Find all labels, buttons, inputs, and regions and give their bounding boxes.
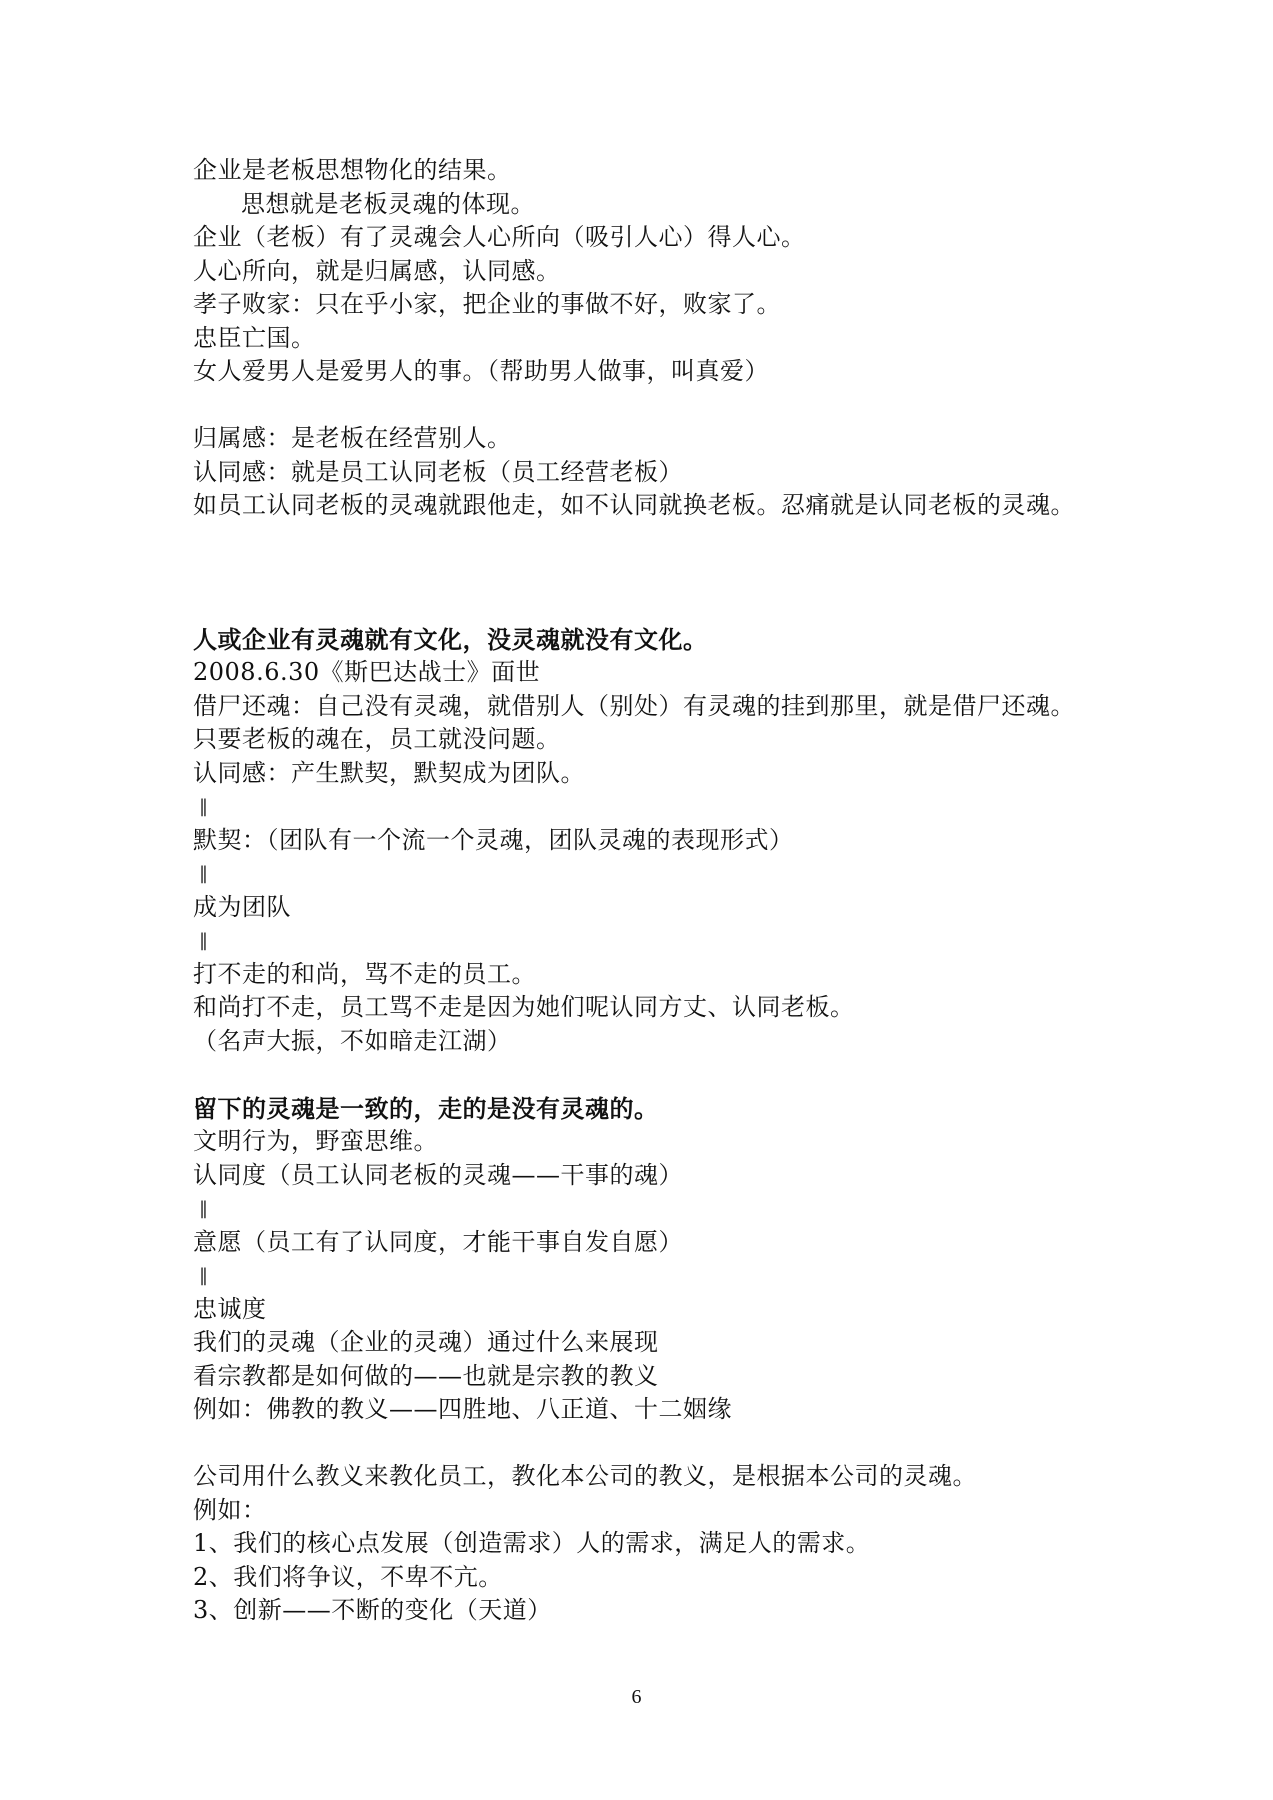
flow-separator: ‖ (199, 930, 209, 951)
blank-line (193, 389, 1093, 423)
text-line: 我们的灵魂（企业的灵魂）通过什么来展现 (193, 1328, 659, 1356)
text-line: （名声大振，不如暗走江湖） (193, 1026, 512, 1055)
text-line: 认同感：产生默契，默契成为团队。 (193, 758, 585, 787)
text-line: 打不走的和尚，骂不走的员工。 (193, 959, 536, 988)
page-number: 6 (631, 1686, 642, 1708)
blank-line (193, 1058, 1093, 1092)
flow-separator: ‖ (199, 1198, 209, 1219)
text-line: 认同度（员工认同老板的灵魂——干事的魂） (193, 1160, 683, 1189)
section-heading: 留下的灵魂是一致的，走的是没有灵魂的。 (193, 1093, 659, 1123)
text-line: 人心所向，就是归属感，认同感。 (193, 256, 561, 285)
text-line: 思想就是老板灵魂的体现。 (241, 189, 535, 218)
flow-separator: ‖ (199, 863, 209, 884)
text-line: 和尚打不走，员工骂不走是因为她们呢认同方丈、认同老板。 (193, 993, 855, 1021)
section-gap (193, 523, 1093, 623)
flow-separator: ‖ (199, 796, 209, 817)
section-heading: 人或企业有灵魂就有文化，没灵魂就没有文化。 (193, 624, 708, 654)
text-line: 默契：（团队有一个流一个灵魂，团队灵魂的表现形式） (193, 825, 794, 854)
text-line: 只要老板的魂在，员工就没问题。 (193, 725, 561, 753)
blank-line (193, 1427, 1093, 1461)
text-line: 认同感：就是员工认同老板（员工经营老板） (193, 457, 683, 486)
text-line: 例如： (193, 1495, 267, 1524)
text-line: 企业（老板）有了灵魂会人心所向（吸引人心）得人心。 (193, 223, 806, 251)
text-line: 借尸还魂：自己没有灵魂，就借别人（别处）有灵魂的挂到那里，就是借尸还魂。 (193, 691, 1075, 720)
text-line: 例如：佛教的教义——四胜地、八正道、十二姻缘 (193, 1395, 732, 1423)
list-item: 1、我们的核心点发展（创造需求）人的需求，满足人的需求。 (193, 1529, 871, 1557)
text-line: 意愿（员工有了认同度，才能干事自发自愿） (193, 1227, 683, 1256)
list-item: 3、创新——不断的变化（天道） (193, 1596, 552, 1624)
text-line: 如员工认同老板的灵魂就跟他走，如不认同就换老板。忍痛就是认同老板的灵魂。 (193, 491, 1075, 519)
text-line: 看宗教都是如何做的——也就是宗教的教义 (193, 1361, 659, 1390)
text-line: 孝子败家：只在乎小家，把企业的事做不好，败家了。 (193, 290, 781, 318)
text-line: 忠诚度 (193, 1294, 267, 1323)
text-line: 文明行为，野蛮思维。 (193, 1127, 438, 1155)
text-line: 企业是老板思想物化的结果。 (193, 156, 512, 184)
text-line: 忠臣亡国。 (193, 323, 316, 352)
text-line: 公司用什么教义来教化员工，教化本公司的教义，是根据本公司的灵魂。 (193, 1462, 977, 1490)
text-line: 归属感：是老板在经营别人。 (193, 424, 512, 452)
text-line: 女人爱男人是爱男人的事。（帮助男人做事，叫真爱） (193, 357, 769, 385)
flow-separator: ‖ (199, 1265, 209, 1286)
document-body (193, 154, 1093, 1628)
text-line: 2008.6.30《斯巴达战士》面世 (193, 658, 541, 686)
text-line: 成为团队 (193, 892, 291, 921)
list-item: 2、我们将争议，不卑不亢。 (193, 1562, 503, 1591)
